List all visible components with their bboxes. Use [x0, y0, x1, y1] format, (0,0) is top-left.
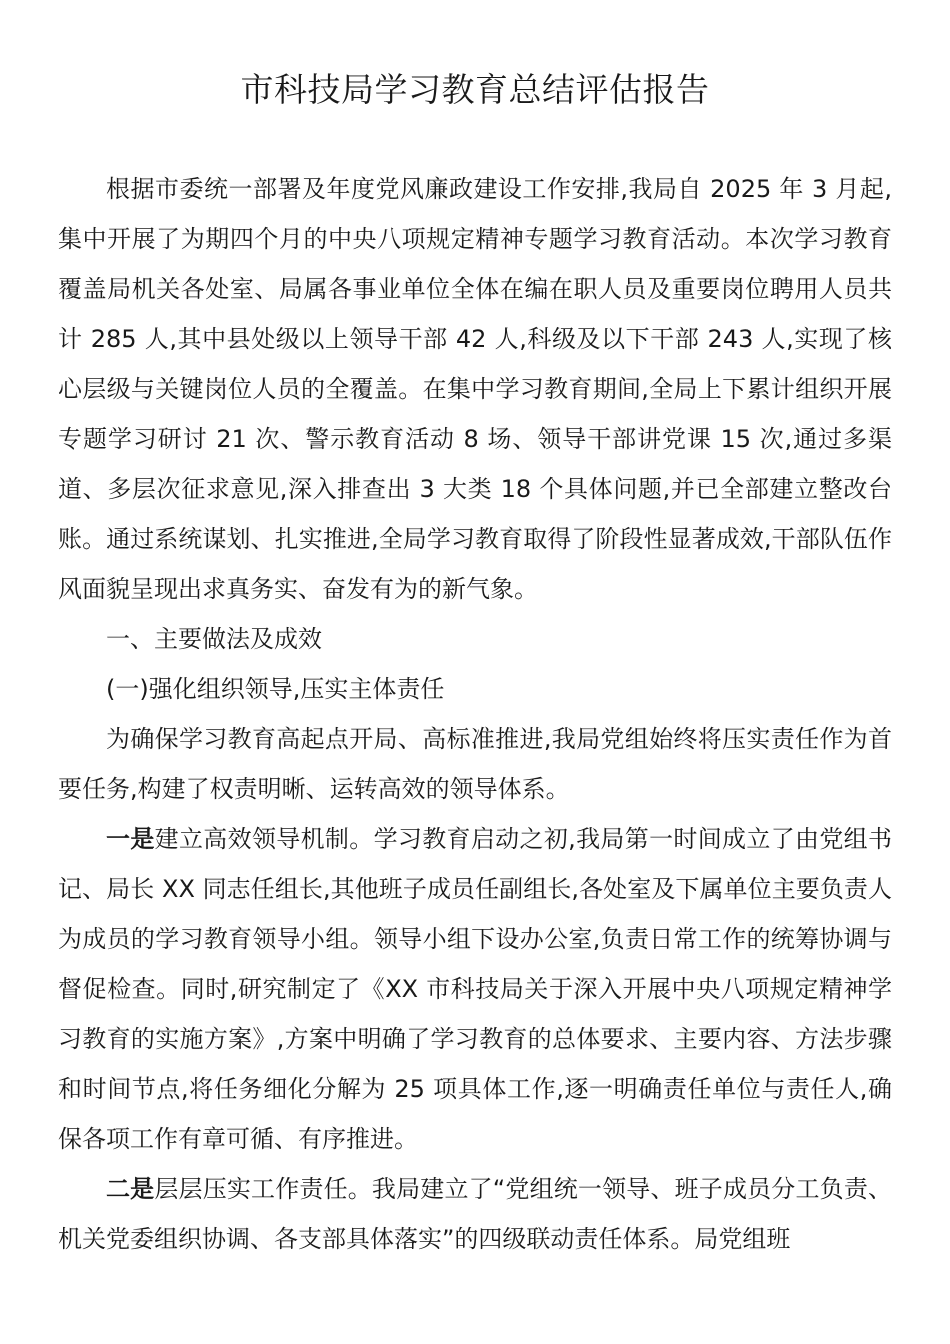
- section-heading: 一、主要做法及成效: [106, 625, 322, 653]
- subsection-heading: (一)强化组织领导,压实主体责任: [106, 675, 445, 703]
- document-body: [58, 164, 892, 1264]
- subsection-intro-paragraph: 为确保学习教育高起点开局、高标准推进,我局党组始终将压实责任作为首要任务,构建了权责明晰、运转高效的领导体系。: [58, 725, 892, 803]
- intro-paragraph: 根据市委统一部署及年度党风廉政建设工作安排,我局自 2025 年 3 月起,集中开展了为期四个月的中央八项规定精神专题学习教育活动。本次学习教育覆盖局机关各处室、局属各事业单位全体在编在职人员及重要岗位聘用人员共计 285 人,其中县处级以上领导干部 42 人,科级及以下干部 243 人,实现了核心层级与关键岗位人员的全覆盖。在集中学习教育期间,全局上下累计组织开展专题学习研讨 21 次、警示教育活动 8 场、领导干部讲党课 15 次,通过多渠道、多层次征求意见,深入排查出 3 大类 18 个具体问题,并已全部建立整改台账。通过系统谋划、扎实推进,全局学习教育取得了阶段性显著成效,干部队伍作风面貌呈现出求真务实、奋发有为的新气象。: [58, 175, 892, 603]
- point-one-paragraph: [58, 814, 892, 1164]
- point-two-lead: 二是: [106, 1175, 155, 1203]
- point-one-lead: 一是: [106, 825, 155, 853]
- document-title: 市科技局学习教育总结评估报告: [240, 70, 710, 109]
- point-two-text: 层层压实工作责任。我局建立了“党组统一领导、班子成员分工负责、机关党委组织协调、各支部具体落实”的四级联动责任体系。局党组班: [58, 1175, 893, 1253]
- point-one-text: 建立高效领导机制。学习教育启动之初,我局第一时间成立了由党组书记、局长 XX 同志任组长,其他班子成员任副组长,各处室及下属单位主要负责人为成员的学习教育领导小组。领导小组下设办公室,负责日常工作的统筹协调与督促检查。同时,研究制定了《XX 市科技局关于深入开展中央八项规定精神学习教育的实施方案》,方案中明确了学习教育的总体要求、主要内容、方法步骤和时间节点,将任务细化分解为 25 项具体工作,逐一明确责任单位与责任人,确保各项工作有章可循、有序推进。: [58, 825, 892, 1153]
- point-two-paragraph: [58, 1164, 892, 1264]
